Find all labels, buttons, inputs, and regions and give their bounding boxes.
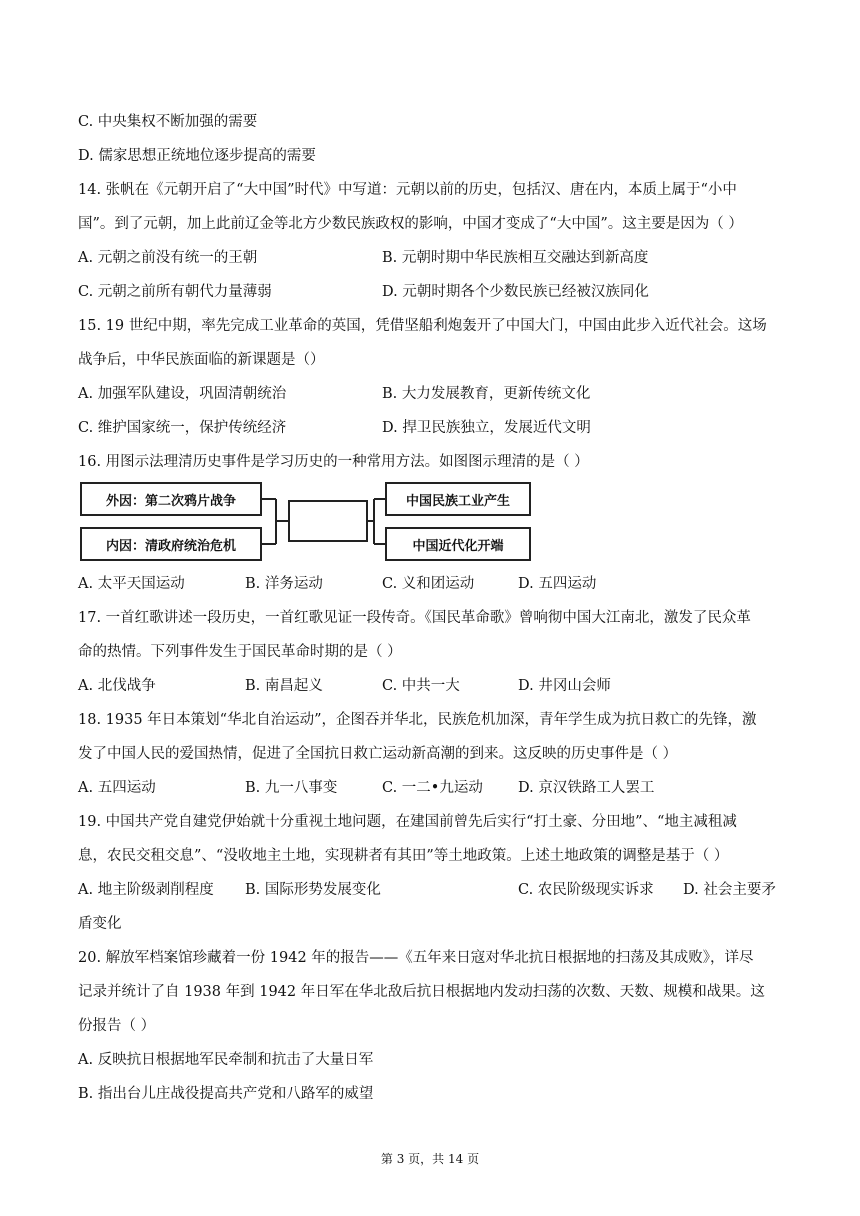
q17-option-d: D. 井冈山会师 — [518, 678, 611, 694]
q19-option-a: A. 地主阶级剥削程度 — [78, 882, 214, 898]
q14-option-c: C. 元朝之前所有朝代力量薄弱 — [78, 284, 272, 300]
q14-option-d: D. 元朝时期各个少数民族已经被汉族同化 — [382, 284, 649, 300]
q14-stem-line2: 国”。到了元朝，加上此前辽金等北方少数民族政权的影响，中国才变成了“大中国”。这主要是因为（ ） — [78, 216, 743, 232]
q15-stem-line2: 战争后，中华民族面临的新课题是（） — [78, 352, 325, 368]
q15-option-b: B. 大力发展教育，更新传统文化 — [382, 386, 591, 402]
q15-stem-line1: 15. 19 世纪中期，率先完成工业革命的英国，凭借坚船利炮轰开了中国大门，中国由此步入近代社会。这场 — [78, 318, 767, 334]
q20-stem-line2: 记录并统计了自 1938 年到 1942 年日军在华北敌后抗日根据地内发动扫荡的次数、天数、规模和战果。这 — [78, 984, 765, 1000]
diagram-box-external-cause: 外因：第二次鸦片战争 — [80, 482, 262, 516]
q14-stem-line1: 14. 张帆在《元朝开启了“大中国”时代》中写道：元朝以前的历史，包括汉、唐在内，本质上属于“小中 — [78, 182, 737, 198]
q16-option-b: B. 洋务运动 — [245, 576, 323, 592]
q13-option-d: D. 儒家思想正统地位逐步提高的需要 — [78, 148, 316, 164]
q20-stem-line3: 份报告（ ） — [78, 1018, 156, 1034]
q14-option-b: B. 元朝时期中华民族相互交融达到新高度 — [382, 250, 649, 266]
q18-option-a: A. 五四运动 — [78, 780, 156, 796]
q16-option-a: A. 太平天国运动 — [78, 576, 185, 592]
q13-option-c: C. 中央集权不断加强的需要 — [78, 114, 258, 130]
q15-option-a: A. 加强军队建设，巩固清朝统治 — [78, 386, 287, 402]
q19-option-b: B. 国际形势发展变化 — [245, 882, 381, 898]
q15-option-c: C. 维护国家统一，保护传统经济 — [78, 420, 287, 436]
q19-option-d-continued: 盾变化 — [78, 916, 122, 932]
q20-option-b: B. 指出台儿庄战役提高共产党和八路军的威望 — [78, 1086, 374, 1102]
q20-option-a: A. 反映抗日根据地军民牵制和抗击了大量日军 — [78, 1052, 374, 1068]
diagram-box-modernization: 中国近代化开端 — [385, 527, 531, 561]
q18-option-d: D. 京汉铁路工人罢工 — [518, 780, 655, 796]
q18-option-b: B. 九一八事变 — [245, 780, 338, 796]
q19-option-d: D. 社会主要矛 — [683, 882, 776, 898]
q19-option-c: C. 农民阶级现实诉求 — [518, 882, 654, 898]
diagram-connectors — [0, 0, 860, 600]
q17-stem-line2: 命的热情。下列事件发生于国民革命时期的是（ ） — [78, 644, 402, 660]
q17-option-b: B. 南昌起义 — [245, 678, 323, 694]
q16-option-d: D. 五四运动 — [518, 576, 597, 592]
q20-stem-line1: 20. 解放军档案馆珍藏着一份 1942 年的报告——《五年来日寇对华北抗日根据地的扫荡及其成败》，详尽 — [78, 950, 754, 966]
q19-stem-line1: 19. 中国共产党自建党伊始就十分重视土地问题，在建国前曾先后实行“打土豪、分田地”、“地主减租减 — [78, 814, 737, 830]
q18-stem-line1: 18. 1935 年日本策划“华北自治运动”，企图吞并华北，民族危机加深，青年学生成为抗日救亡的先锋，激 — [78, 712, 757, 728]
q16-stem-line1: 16. 用图示法理清历史事件是学习历史的一种常用方法。如图图示理清的是（ ） — [78, 454, 589, 470]
q17-option-a: A. 北伐战争 — [78, 678, 156, 694]
q17-stem-line1: 17. 一首红歌讲述一段历史，一首红歌见证一段传奇。《国民革命歌》曾响彻中国大江南北，激发了民众革 — [78, 610, 751, 626]
q14-option-a: A. 元朝之前没有统一的王朝 — [78, 250, 258, 266]
q18-option-c: C. 一二•九运动 — [382, 780, 483, 796]
page-footer: 第 3 页，共 14 页 — [380, 1152, 480, 1166]
q15-option-d: D. 捍卫民族独立，发展近代文明 — [382, 420, 591, 436]
q18-stem-line2: 发了中国人民的爱国热情，促进了全国抗日救亡运动新高潮的到来。这反映的历史事件是（ ） — [78, 746, 678, 762]
q19-stem-line2: 息，农民交租交息”、“没收地主土地，实现耕者有其田”等土地政策。上述土地政策的调整是基于（ ） — [78, 848, 729, 864]
diagram-box-industry: 中国民族工业产生 — [385, 482, 531, 516]
diagram-box-internal-cause: 内因：清政府统治危机 — [80, 527, 262, 561]
q16-option-c: C. 义和团运动 — [382, 576, 475, 592]
q17-option-c: C. 中共一大 — [382, 678, 460, 694]
